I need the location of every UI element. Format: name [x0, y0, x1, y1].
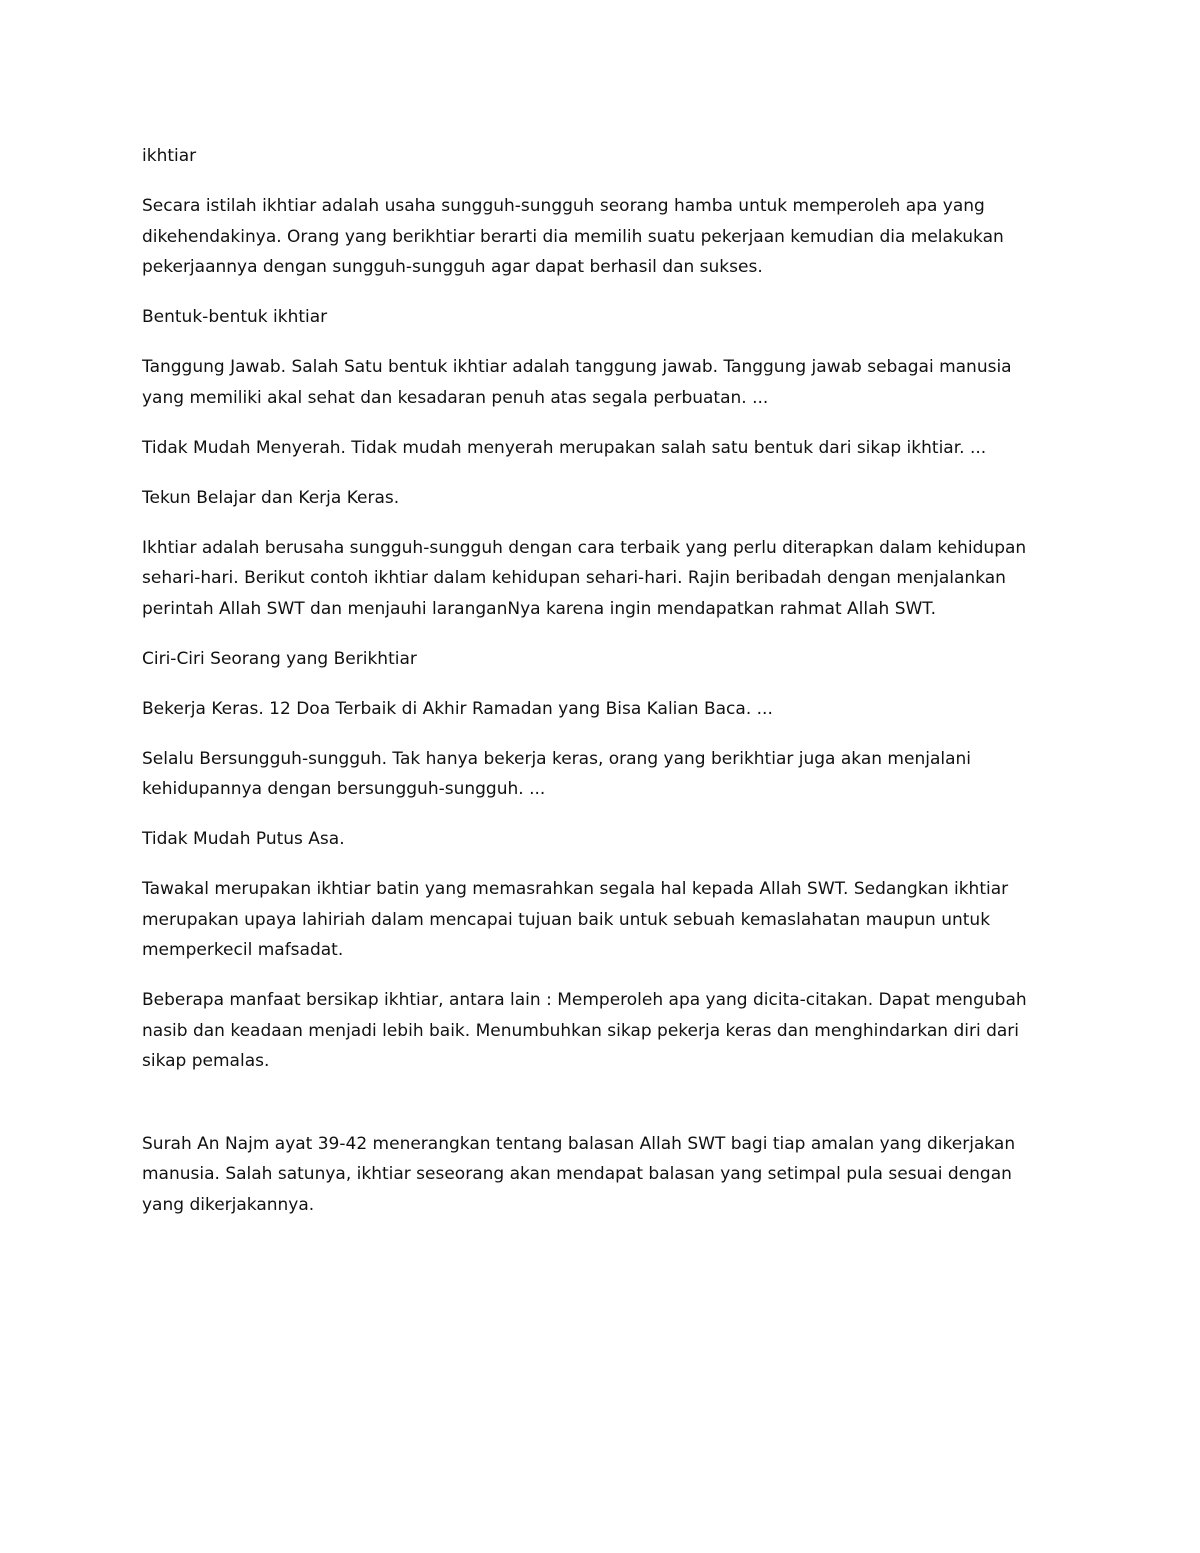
paragraph-surah-an-najm: Surah An Najm ayat 39-42 menerangkan tentang balasan Allah SWT bagi tiap amalan yang dikerjakan manusia. Salah satunya, ikhtiar seseorang akan mendapat balasan yang setimpal pula sesuai dengan yang dikerjakannya. [142, 1133, 1016, 1215]
paragraph-tawakal: Tawakal merupakan ikhtiar batin yang memasrahkan segala hal kepada Allah SWT. Sedangkan ikhtiar merupakan upaya lahiriah dalam mencapai tujuan baik untuk sebuah kemaslahatan maupun untuk memperkecil mafsadat. [142, 879, 1009, 960]
paragraph-bersungguh-sungguh: Selalu Bersungguh-sungguh. Tak hanya bekerja keras, orang yang berikhtiar juga akan menjalani kehidupannya dengan bersungguh-sungguh. ... [142, 748, 971, 799]
paragraph-manfaat: Beberapa manfaat bersikap ikhtiar, antara lain : Memperoleh apa yang dicita-citakan. Dapat mengubah nasib dan keadaan menjadi lebih baik. Menumbuhkan sikap pekerja keras dan menghindarkan diri dari sikap pemalas. [142, 990, 1027, 1071]
paragraph-heading-bentuk: Bentuk-bentuk ikhtiar [142, 307, 328, 327]
paragraph-bekerja-keras: Bekerja Keras. 12 Doa Terbaik di Akhir Ramadan yang Bisa Kalian Baca. ... [142, 698, 773, 719]
paragraph-definition: Secara istilah ikhtiar adalah usaha sungguh-sungguh seorang hamba untuk memperoleh apa yang dikehendakinya. Orang yang berikhtiar berarti dia memilih suatu pekerjaan kemudian dia melakukan pekerjaannya dengan sungguh-sungguh agar dapat berhasil dan sukses. [142, 196, 1004, 277]
paragraph-tidak-putus-asa: Tidak Mudah Putus Asa. [142, 829, 345, 849]
document-body [142, 141, 1052, 1240]
paragraph-heading-ciri: Ciri-Ciri Seorang yang Berikhtiar [142, 648, 417, 669]
paragraph-tanggung-jawab: Tanggung Jawab. Salah Satu bentuk ikhtiar adalah tanggung jawab. Tanggung jawab sebagai manusia yang memiliki akal sehat dan kesadaran penuh atas segala perbuatan. ... [142, 357, 1012, 408]
paragraph-title: ikhtiar [142, 146, 197, 166]
paragraph-contoh-ikhtiar: Ikhtiar adalah berusaha sungguh-sungguh dengan cara terbaik yang perlu diterapkan dalam kehidupan sehari-hari. Berikut contoh ikhtiar dalam kehidupan sehari-hari. Rajin beribadah dengan menjalankan perintah Allah SWT dan menjauhi laranganNya karena ingin mendapatkan rahmat Allah SWT. [142, 537, 1027, 619]
paragraph-tekun-belajar: Tekun Belajar dan Kerja Keras. [142, 487, 400, 508]
paragraph-tidak-mudah-menyerah: Tidak Mudah Menyerah. Tidak mudah menyerah merupakan salah satu bentuk dari sikap ikhtiar. ... [142, 437, 987, 458]
